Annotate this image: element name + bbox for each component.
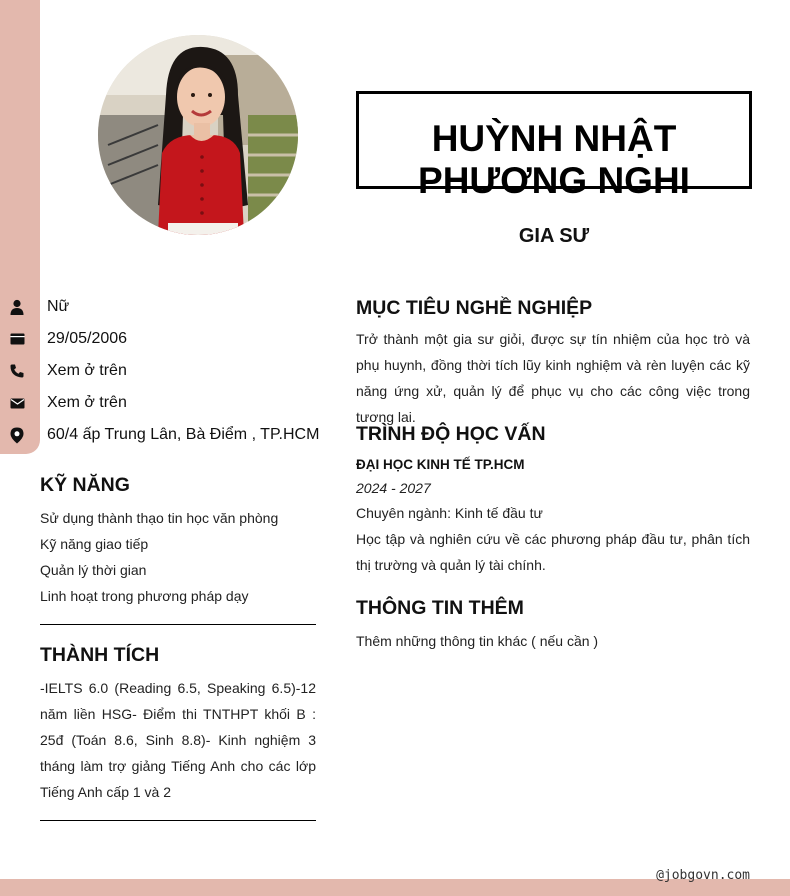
person-icon bbox=[0, 299, 34, 315]
extra-info-heading: THÔNG TIN THÊM bbox=[356, 597, 524, 619]
phone-icon bbox=[0, 364, 34, 378]
contact-address-row bbox=[0, 423, 319, 447]
skill-item: Quản lý thời gian bbox=[40, 562, 147, 578]
contact-gender-row bbox=[0, 295, 69, 319]
email-icon bbox=[0, 398, 34, 409]
education-years: 2024 - 2027 bbox=[356, 480, 431, 496]
contact-phone-row bbox=[0, 359, 127, 383]
extra-info-text: Thêm những thông tin khác ( nếu cần ) bbox=[356, 633, 599, 649]
education-major: Chuyên ngành: Kinh tế đầu tư bbox=[356, 505, 543, 521]
section-divider bbox=[40, 820, 316, 821]
skill-item: Kỹ năng giao tiếp bbox=[40, 536, 149, 552]
school-name: ĐẠI HỌC KINH TẾ TP.HCM bbox=[356, 457, 525, 472]
education-heading: TRÌNH ĐỘ HỌC VẤN bbox=[356, 423, 546, 445]
contact-phone[interactable]: Xem ở trên bbox=[47, 362, 127, 379]
watermark: @jobgovn.com bbox=[656, 868, 750, 883]
contact-email-row bbox=[0, 391, 127, 415]
job-title: GIA SƯ bbox=[518, 225, 590, 247]
contact-birthday-row bbox=[0, 327, 127, 351]
achievements-heading: THÀNH TÍCH bbox=[40, 644, 160, 666]
sidebar-accent-strip bbox=[0, 0, 40, 454]
contact-gender: Nữ bbox=[47, 298, 70, 315]
contact-email[interactable]: Xem ở trên bbox=[47, 394, 127, 411]
education-description: Học tập và nghiên cứu về các phương pháp đầu tư, phân tích thị trường và quản lý tài chính. bbox=[356, 531, 750, 573]
location-pin-icon bbox=[0, 427, 34, 444]
candidate-name: HUỲNH NHẬT PHƯƠNG NGHI bbox=[418, 118, 690, 201]
objective-text: Trở thành một gia sư giỏi, được sự tín nhiệm của học trò và phụ huynh, đồng thời tích lũy kinh nghiệm và rèn luyện các kỹ năng ứng xử, quản lý để phục vụ cho các công việc trong tương lai. bbox=[356, 331, 750, 425]
skill-item: Linh hoạt trong phương pháp dạy bbox=[40, 588, 249, 604]
achievements-text: -IELTS 6.0 (Reading 6.5, Speaking 6.5)-12 năm liền HSG- Điểm thi TNTHPT khối B : 25đ (Toán 8.6, Sinh 8.8)- Kinh nghiệm 3 tháng làm trợ giảng Tiếng Anh cho các lớp Tiếng Anh cấp 1 và 2 bbox=[40, 680, 316, 800]
skill-item: Sử dụng thành thạo tin học văn phòng bbox=[40, 510, 279, 526]
contact-birthday: 29/05/2006 bbox=[47, 330, 128, 347]
profile-photo bbox=[98, 35, 298, 235]
contact-address: 60/4 ấp Trung Lân, Bà Điểm , TP.HCM bbox=[47, 426, 320, 443]
calendar-icon bbox=[0, 333, 34, 345]
skills-heading: KỸ NĂNG bbox=[40, 474, 130, 496]
objective-heading: MỤC TIÊU NGHỀ NGHIỆP bbox=[356, 297, 593, 319]
section-divider bbox=[40, 624, 316, 625]
